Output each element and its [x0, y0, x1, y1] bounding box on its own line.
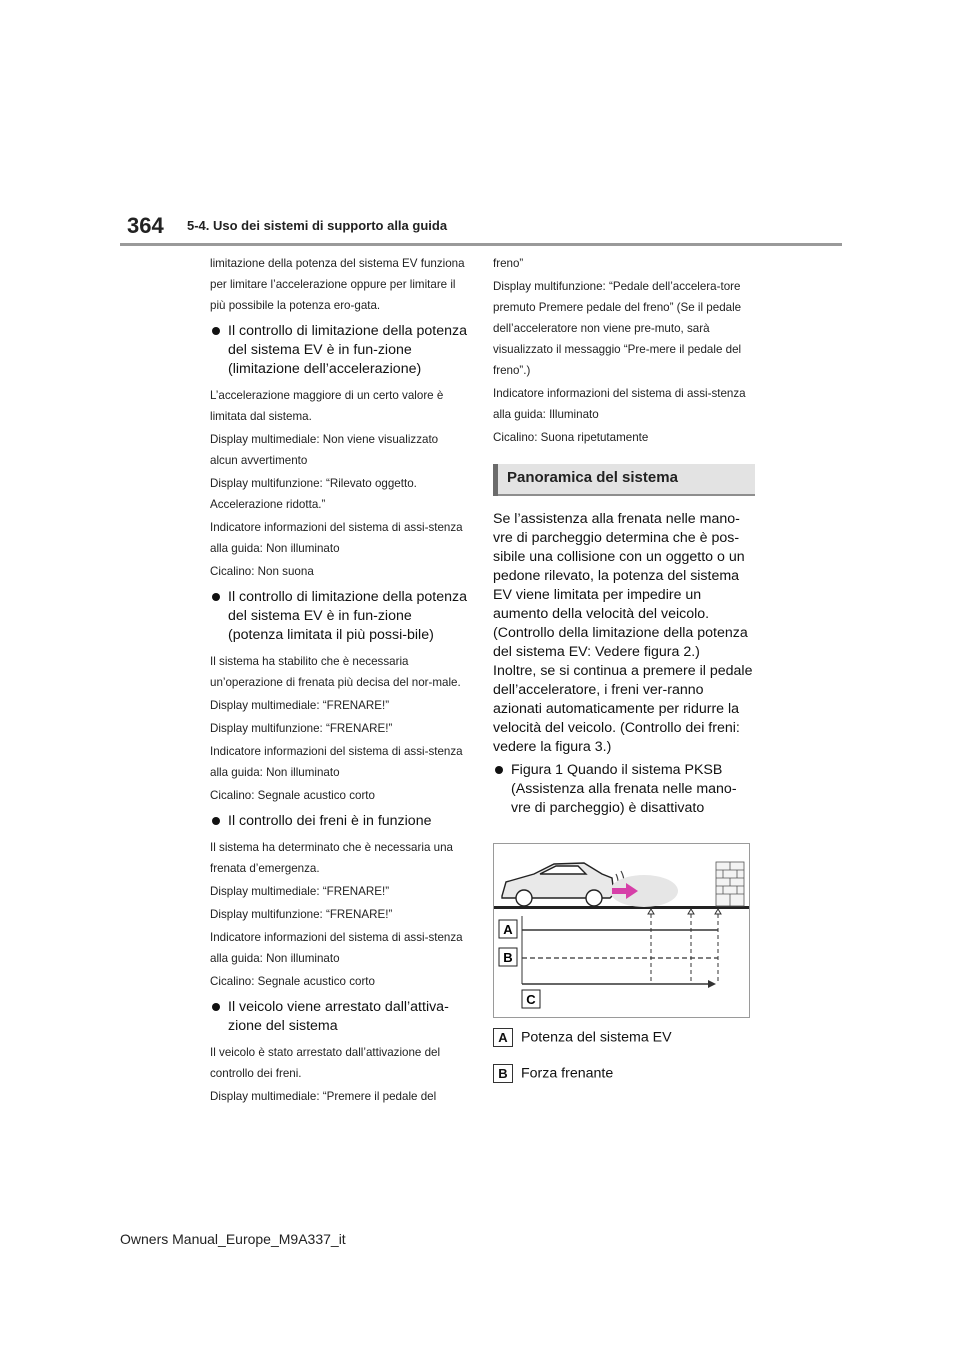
marker-icon [648, 909, 654, 914]
body-line: Cicalino: Segnale acustico corto [210, 975, 375, 988]
label-a: A [503, 922, 513, 937]
body-line: Display multimediale: “FRENARE!” [210, 699, 390, 712]
bullet-icon [495, 766, 503, 774]
bullet-heading: Figura 1 Quando il sistema PKSB (Assistenza alla frenata nelle mano-vre di parcheggio) è disattivato [493, 761, 755, 818]
section-heading [493, 464, 755, 496]
body-line: Display multimediale: “FRENARE!” [210, 885, 390, 898]
section-title: 5-4. Uso dei sistemi di supporto alla guida [187, 218, 448, 233]
legend-key: B [493, 1064, 513, 1083]
marker-icon [715, 909, 721, 914]
axis-arrow-icon [708, 980, 716, 988]
overview-paragraph-2: Inoltre, se si continua a premere il pedale dell’acceleratore, i freni ver-ranno azionati automaticamente per ridurre la velocità del veicolo. (Controllo dei freni: vedere la figura 3.) [493, 663, 753, 755]
bullet-icon [212, 817, 220, 825]
legend-key: A [493, 1028, 513, 1047]
body-line: Display multimediale: “Premere il pedale del [210, 1090, 437, 1103]
ground-line [494, 906, 749, 909]
bullet-icon [212, 1003, 220, 1011]
legend-text: Forza frenante [520, 1065, 614, 1082]
intro-paragraph: limitazione della potenza del sistema EV funziona per limitare l’accelerazione oppure per limitare il più possibile la potenza ero-gata. [210, 257, 465, 312]
body-line: Cicalino: Suona ripetutamente [493, 431, 649, 444]
body-line: Indicatore informazioni del sistema di assi-stenza alla guida: Non illuminato [210, 931, 463, 965]
car-icon [502, 863, 614, 906]
body-line: Indicatore informazioni del sistema di assi-stenza alla guida: Illuminato [493, 387, 746, 421]
bullet-heading: Il controllo dei freni è in funzione [210, 812, 468, 831]
body-line: Display multifunzione: “Rilevato oggetto. Accelerazione ridotta.” [210, 477, 417, 511]
body-line: L’accelerazione maggiore di un certo valore è limitata dal sistema. [210, 389, 444, 423]
body-line: Il veicolo è stato arrestato dall’attivazione del controllo dei freni. [210, 1046, 441, 1080]
right-column [493, 253, 755, 824]
legend-item [493, 1064, 613, 1083]
body-line: Display multifunzione: “FRENARE!” [210, 722, 393, 735]
legend-text: Potenza del sistema EV [520, 1029, 672, 1046]
body-line: Display multifunzione: “Pedale dell’accelera-tore premuto Premere pedale del freno” (Se il pedale dell’acceleratore non viene pre-muto, sarà visualizzato il messaggio “Pre-mere il pedale del freno”.) [493, 280, 742, 377]
page-number: 364 [127, 213, 164, 238]
bullet-heading: Il veicolo viene arrestato dall’attiva-zione del sistema [210, 998, 468, 1036]
body-line: Indicatore informazioni del sistema di assi-stenza alla guida: Non illuminato [210, 521, 463, 555]
body-line: Il sistema ha stabilito che è necessaria un’operazione di frenata più decisa del nor-male. [210, 655, 461, 689]
body-line: Indicatore informazioni del sistema di assi-stenza alla guida: Non illuminato [210, 745, 463, 779]
bullet-icon [212, 593, 220, 601]
bullet-icon [212, 327, 220, 335]
body-line: freno” [493, 257, 524, 270]
body-line: Cicalino: Non suona [210, 565, 314, 578]
body-line: Il sistema ha determinato che è necessaria una frenata d’emergenza. [210, 841, 453, 875]
legend-item [493, 1028, 672, 1047]
label-b: B [503, 950, 513, 965]
body-line: Cicalino: Segnale acustico corto [210, 789, 375, 802]
footer-text: Owners Manual_Europe_M9A337_it [120, 1231, 346, 1247]
body-line: Display multifunzione: “FRENARE!” [210, 908, 393, 921]
system-diagram [494, 844, 749, 1017]
label-c: C [526, 992, 536, 1007]
heading-bar [493, 464, 498, 496]
marker-icon [688, 909, 694, 914]
left-column [210, 253, 468, 1109]
system-figure [493, 843, 750, 1018]
overview-paragraph: Se l’assistenza alla frenata nelle mano-vre di parcheggio determina che è pos-sibile una collisione con un oggetto o un pedone rilevato, la potenza del sistema EV viene limitata per impedire un aumento della velocità del veicolo. (Controllo della limitazione della potenza del sistema EV: Vedere figura 2.) [493, 511, 748, 660]
body-line: Display multimediale: Non viene visualizzato alcun avvertimento [210, 433, 439, 467]
bullet-heading: Il controllo di limitazione della potenza del sistema EV è in fun-zione (potenza limitata il più possi-bile) [210, 588, 468, 645]
bullet-heading: Il controllo di limitazione della potenza del sistema EV è in fun-zione (limitazione dell’accelerazione) [210, 322, 468, 379]
wall-icon [716, 862, 744, 906]
header-rule [120, 243, 842, 246]
section-heading-text: Panoramica del sistema [507, 469, 678, 486]
